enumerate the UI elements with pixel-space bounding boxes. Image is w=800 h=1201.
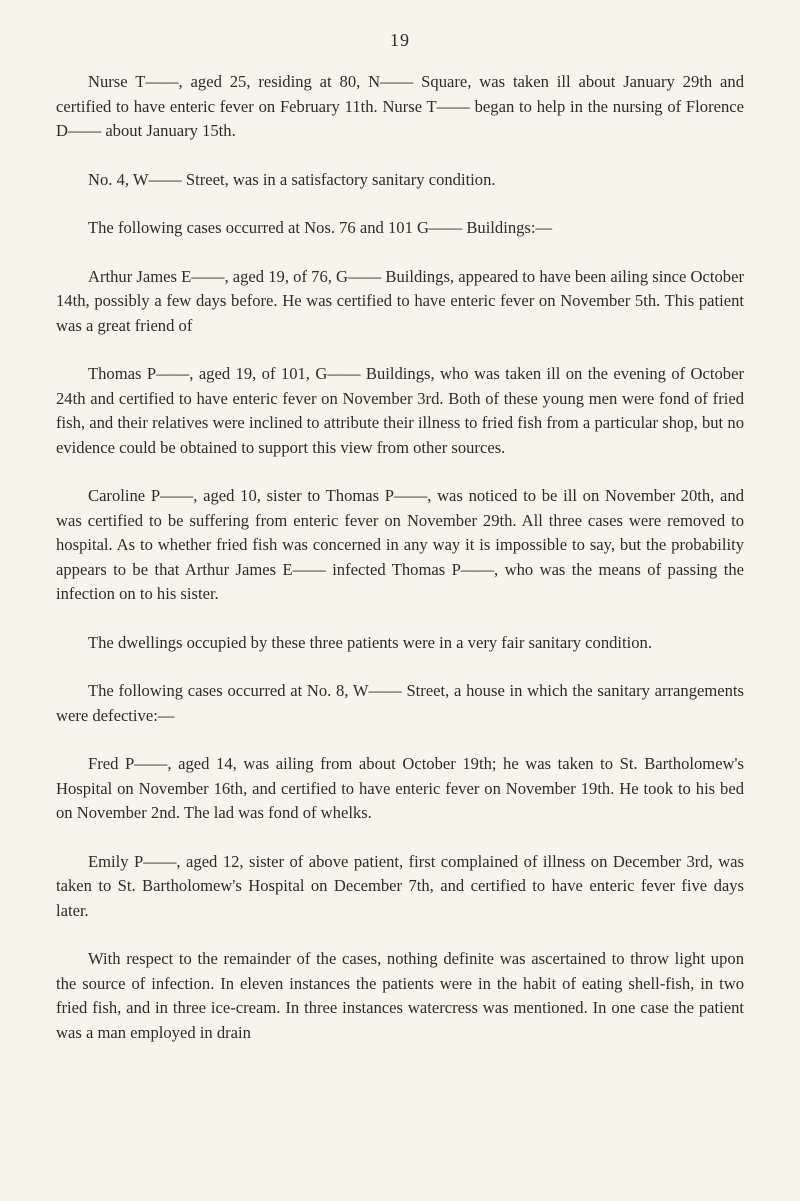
paragraph-fred-p: Fred P——, aged 14, was ailing from about October 19th; he was taken to St. Bartholomew's Hospital on November 16th, and certified to have enteric fever on November 19th. He took to his bed on November 2nd. The lad was fond of whelks. <box>56 754 744 822</box>
paragraph-thomas-p: Thomas P——, aged 19, of 101, G—— Buildings, who was taken ill on the evening of October 24th and certified to have enteric fever on November 3rd. Both of these young men were fond of fried fish, and their relatives were inclined to attribute their illness to fried fish from a particular shop, but no evidence could be obtained to support this view from other sources. <box>56 364 744 457</box>
paragraph-dwellings: The dwellings occupied by these three patients were in a very fair sanitary condition. <box>88 632 652 652</box>
paragraph-emily-p: Emily P——, aged 12, sister of above patient, first complained of illness on December 3rd, was taken to St. Bartholomew's Hospital on December 7th, and certified to have enteric fever five days later. <box>56 851 744 920</box>
page-number: 19 <box>390 30 410 50</box>
paragraph-w-street-no8-intro: The following cases occurred at No. 8, W—— Street, a house in which the sanitary arrangements were defective:— <box>56 681 744 725</box>
paragraph-g-buildings-intro: The following cases occurred at Nos. 76 and 101 G—— Buildings:— <box>88 218 553 237</box>
paragraph-caroline-p: Caroline P——, aged 10, sister to Thomas P——, was noticed to be ill on November 20th, and was certified to be suffering from enteric fever on November 29th. All three cases were removed to hospital. As to whether fried fish was concerned in any way it is impossible to say, but the probability appears to be that Arthur James E—— infected Thomas P——, who was the means of passing the infection on to his sister. <box>56 486 744 603</box>
document-body <box>56 70 744 1045</box>
paragraph-remainder: With respect to the remainder of the cases, nothing definite was ascertained to throw light upon the source of infection. In eleven instances the patients were in the habit of eating shell-fish, in two fried fish, and in three ice-cream. In three instances watercress was mentioned. In one case the patient was a man employed in drain <box>56 949 744 1042</box>
paragraph-arthur-james-e: Arthur James E——, aged 19, of 76, G—— Buildings, appeared to have been ailing since October 14th, possibly a few days before. He was certified to have enteric fever on November 5th. This patient was a great friend of <box>56 266 744 335</box>
paragraph-nurse-t: Nurse T——, aged 25, residing at 80, N—— Square, was taken ill about January 29th and certified to have enteric fever on February 11th. Nurse T—— began to help in the nursing of Florence D—— about January 15th. <box>56 72 744 140</box>
paragraph-w-street-no4: No. 4, W—— Street, was in a satisfactory sanitary condition. <box>88 169 496 189</box>
